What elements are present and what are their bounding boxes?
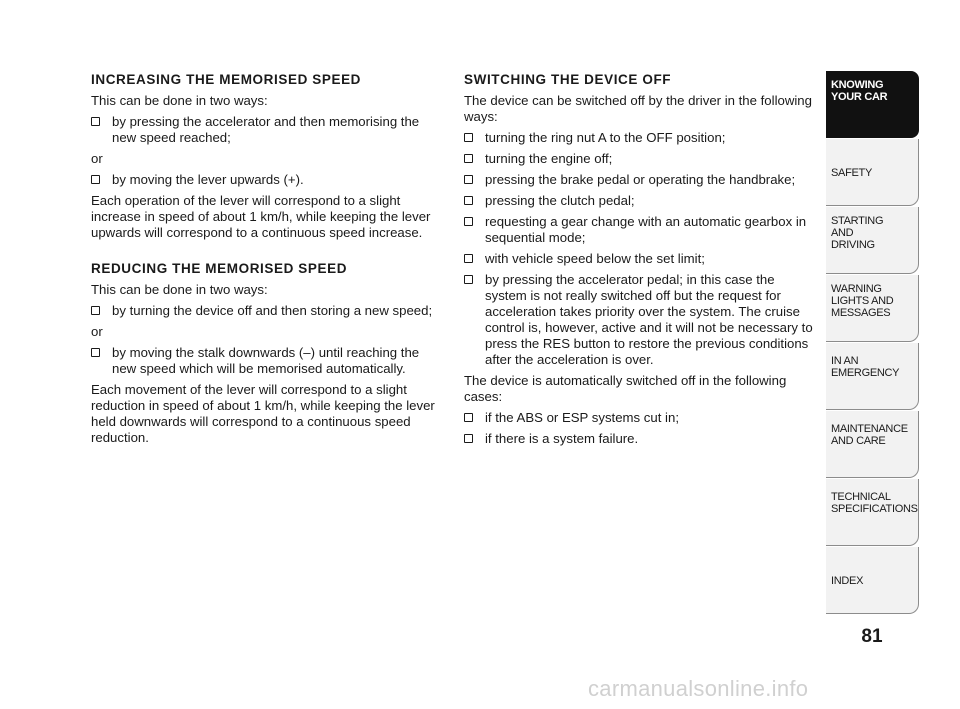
section-heading-switching-off: SWITCHING THE DEVICE OFF (464, 72, 672, 87)
checkbox-bullet-icon (91, 175, 100, 184)
page-number: 81 (861, 626, 883, 647)
section-heading-increasing: INCREASING THE MEMORISED SPEED (91, 72, 362, 87)
list-item (464, 251, 814, 267)
bullet-list (91, 172, 441, 188)
left-column (91, 71, 441, 451)
list-item-text: by moving the lever upwards (+). (112, 172, 304, 187)
list-item-text: by moving the stalk downwards (–) until reaching the new speed which will be memorised automatically. (112, 345, 420, 376)
tab-index[interactable]: INDEX (826, 547, 919, 614)
checkbox-bullet-icon (464, 434, 473, 443)
checkbox-bullet-icon (464, 154, 473, 163)
checkbox-bullet-icon (464, 254, 473, 263)
section-heading-reducing: REDUCING THE MEMORISED SPEED (91, 261, 348, 276)
intro-text: This can be done in two ways: (91, 282, 268, 297)
checkbox-bullet-icon (464, 196, 473, 205)
right-column (464, 71, 814, 452)
checkbox-bullet-icon (464, 413, 473, 422)
or-text: or (91, 151, 103, 166)
tab-starting-and-driving[interactable]: STARTING AND DRIVING (826, 207, 919, 274)
checkbox-bullet-icon (464, 275, 473, 284)
list-item-text: by pressing the accelerator and then memorising the new speed reached; (112, 114, 420, 145)
checkbox-bullet-icon (91, 117, 100, 126)
list-item (464, 272, 814, 368)
tab-in-an-emergency[interactable]: IN AN EMERGENCY (826, 343, 919, 410)
list-item-text: if there is a system failure. (485, 431, 639, 446)
watermark: carmanualsonline.info (588, 676, 809, 701)
auto-switch-off-intro: The device is automatically switched off in the following cases: (464, 373, 787, 404)
chapter-tabs (826, 71, 919, 615)
intro-text: The device can be switched off by the driver in the following ways: (464, 93, 812, 124)
bullet-list (464, 130, 814, 368)
list-item (91, 114, 441, 146)
list-item (464, 410, 814, 426)
bullet-list (464, 410, 814, 447)
checkbox-bullet-icon (464, 217, 473, 226)
list-item (464, 130, 814, 146)
list-item-text: with vehicle speed below the set limit; (485, 251, 705, 266)
tab-maintenance-and-care[interactable]: MAINTENANCE AND CARE (826, 411, 919, 478)
checkbox-bullet-icon (91, 306, 100, 315)
paragraph: Each operation of the lever will correspond to a slight increase in speed of about 1 km/h, while keeping the lever upwards will correspond to a continuous speed increase. (91, 193, 431, 240)
list-item (91, 345, 441, 377)
list-item (91, 303, 441, 319)
tab-safety[interactable]: SAFETY (826, 139, 919, 206)
bullet-list (91, 303, 441, 319)
bullet-list (91, 114, 441, 146)
list-item-text: turning the ring nut A to the OFF position; (485, 130, 726, 145)
list-item-text: by pressing the accelerator pedal; in this case the system is not really switched off but the request for acceleration takes priority over the system. The cruise control is, however, active and it will not be necessary to press the RES button to restore the previous conditions after the acceleration is over. (485, 272, 813, 367)
list-item-text: pressing the brake pedal or operating the handbrake; (485, 172, 796, 187)
list-item-text: pressing the clutch pedal; (485, 193, 635, 208)
list-item (464, 151, 814, 167)
tab-knowing-your-car[interactable]: KNOWING YOUR CAR (826, 71, 919, 138)
list-item-text: requesting a gear change with an automatic gearbox in sequential mode; (485, 214, 807, 245)
list-item (464, 214, 814, 246)
tab-warning-lights[interactable]: WARNING LIGHTS AND MESSAGES (826, 275, 919, 342)
paragraph: Each movement of the lever will correspond to a slight reduction in speed of about 1 km/h, while keeping the lever held downwards will correspond to a continuous speed reduction. (91, 382, 435, 445)
list-item (464, 172, 814, 188)
checkbox-bullet-icon (464, 175, 473, 184)
list-item-text: if the ABS or ESP systems cut in; (485, 410, 679, 425)
list-item (464, 193, 814, 209)
or-text: or (91, 324, 103, 339)
tab-technical-specifications[interactable]: TECHNICAL SPECIFICATIONS (826, 479, 919, 546)
list-item (91, 172, 441, 188)
checkbox-bullet-icon (91, 348, 100, 357)
list-item-text: by turning the device off and then storing a new speed; (112, 303, 433, 318)
checkbox-bullet-icon (464, 133, 473, 142)
intro-text: This can be done in two ways: (91, 93, 268, 108)
bullet-list (91, 345, 441, 377)
list-item (464, 431, 814, 447)
list-item-text: turning the engine off; (485, 151, 613, 166)
